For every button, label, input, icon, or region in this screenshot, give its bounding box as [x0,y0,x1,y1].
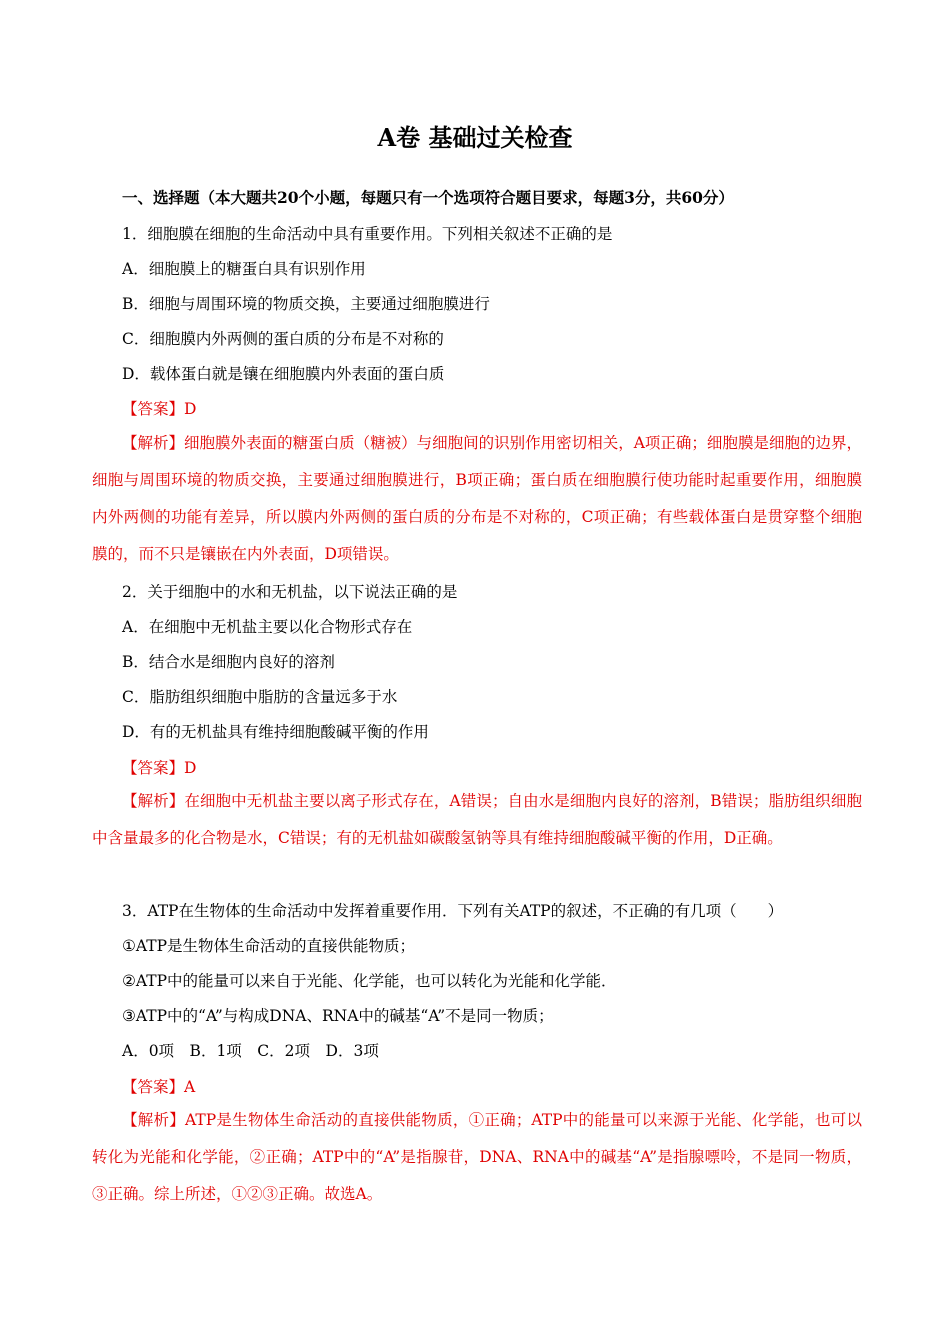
question-2-option-d: D．有的无机盐具有维持细胞酸碱平衡的作用 [122,723,429,741]
question-3-analysis [92,1102,862,1213]
question-3-statement-3: ③ATP中的“A”与构成DNA、RNA中的碱基“A”不是同一物质； [122,1007,554,1025]
question-1-analysis [92,425,862,573]
analysis-label: 【解析】 [122,792,185,810]
question-2-analysis [92,783,862,857]
question-2-stem: 2．关于细胞中的水和无机盐，以下说法正确的是 [122,583,458,601]
question-1-option-d: D．载体蛋白就是镶在细胞膜内外表面的蛋白质 [122,365,445,383]
analysis-text: 在细胞中无机盐主要以离子形式存在，A错误；自由水是细胞内良好的溶剂，B错误；脂肪组织细胞中含量最多的化合物是水，C错误；有的无机盐如碳酸氢钠等具有维持细胞酸碱平衡的作用，D正确。 [92,792,862,847]
answer-value: A [184,1078,196,1096]
analysis-text: ATP是生物体生命活动的直接供能物质，①正确；ATP中的能量可以来源于光能、化学能，也可以转化为光能和化学能，②正确；ATP中的“A”是指腺苷，DNA、RNA中的碱基“A”是指腺嘌呤，不是同一物质，③正确。综上所述，①②③正确。故选A。 [92,1111,862,1203]
question-3-answer [122,1075,195,1099]
answer-label: 【答案】 [122,400,185,418]
section-header: 一、选择题（本大题共20个小题，每题只有一个选项符合题目要求，每题3分，共60分） [122,188,734,207]
question-3-options: A．0项 B．1项 C．2项 D．3项 [122,1042,379,1060]
analysis-text: 细胞膜外表面的糖蛋白质（糖被）与细胞间的识别作用密切相关，A项正确；细胞膜是细胞的边界，细胞与周围环境的物质交换，主要通过细胞膜进行，B项正确；蛋白质在细胞膜行使功能时起重要作用，细胞膜内外两侧的功能有差异，所以膜内外两侧的蛋白质的分布是不对称的，C项正确；有些载体蛋白是贯穿整个细胞膜的，而不只是镶嵌在内外表面，D项错误。 [92,434,862,563]
question-1-option-c: C．细胞膜内外两侧的蛋白质的分布是不对称的 [122,330,444,348]
answer-value: D [184,759,197,777]
analysis-label: 【解析】 [122,434,185,452]
question-2-option-a: A．在细胞中无机盐主要以化合物形式存在 [122,618,413,636]
page-title: A卷 基础过关检查 [377,123,573,152]
question-1-option-b: B．细胞与周围环境的物质交换，主要通过细胞膜进行 [122,295,490,313]
question-3-stem: 3．ATP在生物体的生命活动中发挥着重要作用．下列有关ATP的叙述，不正确的有几项（ ） [122,902,784,920]
question-2-option-c: C．脂肪组织细胞中脂肪的含量远多于水 [122,688,398,706]
answer-label: 【答案】 [122,1078,185,1096]
question-3-statement-1: ①ATP是生物体生命活动的直接供能物质； [122,937,416,955]
question-1-stem: 1．细胞膜在细胞的生命活动中具有重要作用。下列相关叙述不正确的是 [122,225,613,243]
question-1-answer [122,397,196,421]
question-3-statement-2: ②ATP中的能量可以来自于光能、化学能，也可以转化为光能和化学能． [122,972,617,990]
question-2-answer [122,756,196,780]
answer-label: 【答案】 [122,759,185,777]
question-1-option-a: A．细胞膜上的糖蛋白具有识别作用 [122,260,366,278]
question-2-option-b: B．结合水是细胞内良好的溶剂 [122,653,335,671]
analysis-label: 【解析】 [122,1111,186,1129]
answer-value: D [184,400,197,418]
